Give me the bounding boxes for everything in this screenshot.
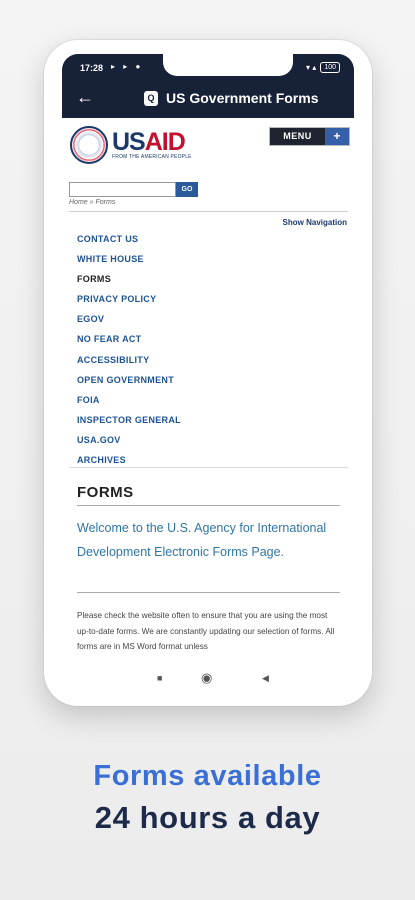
home-icon[interactable]: ◉ [201,670,213,685]
intro-text: Welcome to the U.S. Agency for International Development Electronic Forms Page. [77,521,327,559]
nav-item-no-fear-act[interactable]: NO FEAR ACT [77,334,142,345]
nav-item-privacy-policy[interactable]: PRIVACY POLICY [77,294,157,305]
divider [69,211,348,212]
status-time: 17:28 [80,63,104,73]
logo-us: US [112,128,145,156]
back-arrow-icon[interactable]: ← [76,87,94,107]
body-text: Please check the website often to ensure that you are using the most up-to-date forms. We are constantly updating our selection of forms. All forms are in MS Word format unless [77,611,335,651]
caption-line-2: 24 hours a day [94,800,321,835]
nav-item-archives[interactable]: ARCHIVES [77,455,126,466]
nav-item-inspector-general[interactable]: INSPECTOR GENERAL [77,414,181,425]
phone-screen [62,54,354,696]
system-icons [306,62,340,73]
app-title: US Government Forms [166,90,319,106]
go-button[interactable]: GO [176,182,198,197]
divider [77,505,340,506]
signal-icon: ▾ ▴ [306,63,317,72]
android-nav-bar [62,660,354,696]
breadcrumb[interactable]: Home » Forms [69,199,116,206]
nav-item-foia[interactable]: FOIA [77,394,100,405]
battery-icon: 100 [320,62,340,73]
logo-tagline: FROM THE AMERICAN PEOPLE [112,154,192,160]
plus-icon: + [325,128,349,145]
nav-item-accessibility[interactable]: ACCESSIBILITY [77,354,150,365]
notification-icons: ▸ ▸ ● [111,62,144,71]
search-input[interactable] [69,182,176,197]
logo-text [112,130,192,160]
nav-item-usa-gov[interactable]: USA.GOV [77,434,121,445]
caption-line-1: Forms available [93,760,322,792]
site-nav [77,234,181,475]
app-bar [62,80,354,118]
show-navigation-link[interactable]: Show Navigation [282,218,347,227]
page-title: FORMS [77,484,134,501]
logo-aid: AID [144,128,185,156]
nav-item-white-house[interactable]: WHITE HOUSE [77,254,144,265]
back-icon[interactable]: ◀ [262,673,269,683]
nav-item-egov[interactable]: EGOV [77,314,105,325]
divider [69,467,348,468]
nav-item-open-government[interactable]: OPEN GOVERNMENT [77,374,175,385]
logo-wordmark [112,130,192,154]
menu-button[interactable] [269,127,350,146]
divider [77,592,340,593]
nav-item-forms[interactable]: FORMS [77,274,111,285]
app-logo-icon: Q [144,91,158,106]
web-content [62,118,354,660]
nav-item-contact-us[interactable]: CONTACT US [77,234,139,244]
recent-apps-icon[interactable]: ■ [157,673,163,683]
menu-label: MENU [283,131,312,141]
usaid-seal-icon [70,126,108,164]
phone-frame [44,40,372,706]
camera-notch [163,54,293,76]
usaid-logo[interactable] [70,126,192,164]
